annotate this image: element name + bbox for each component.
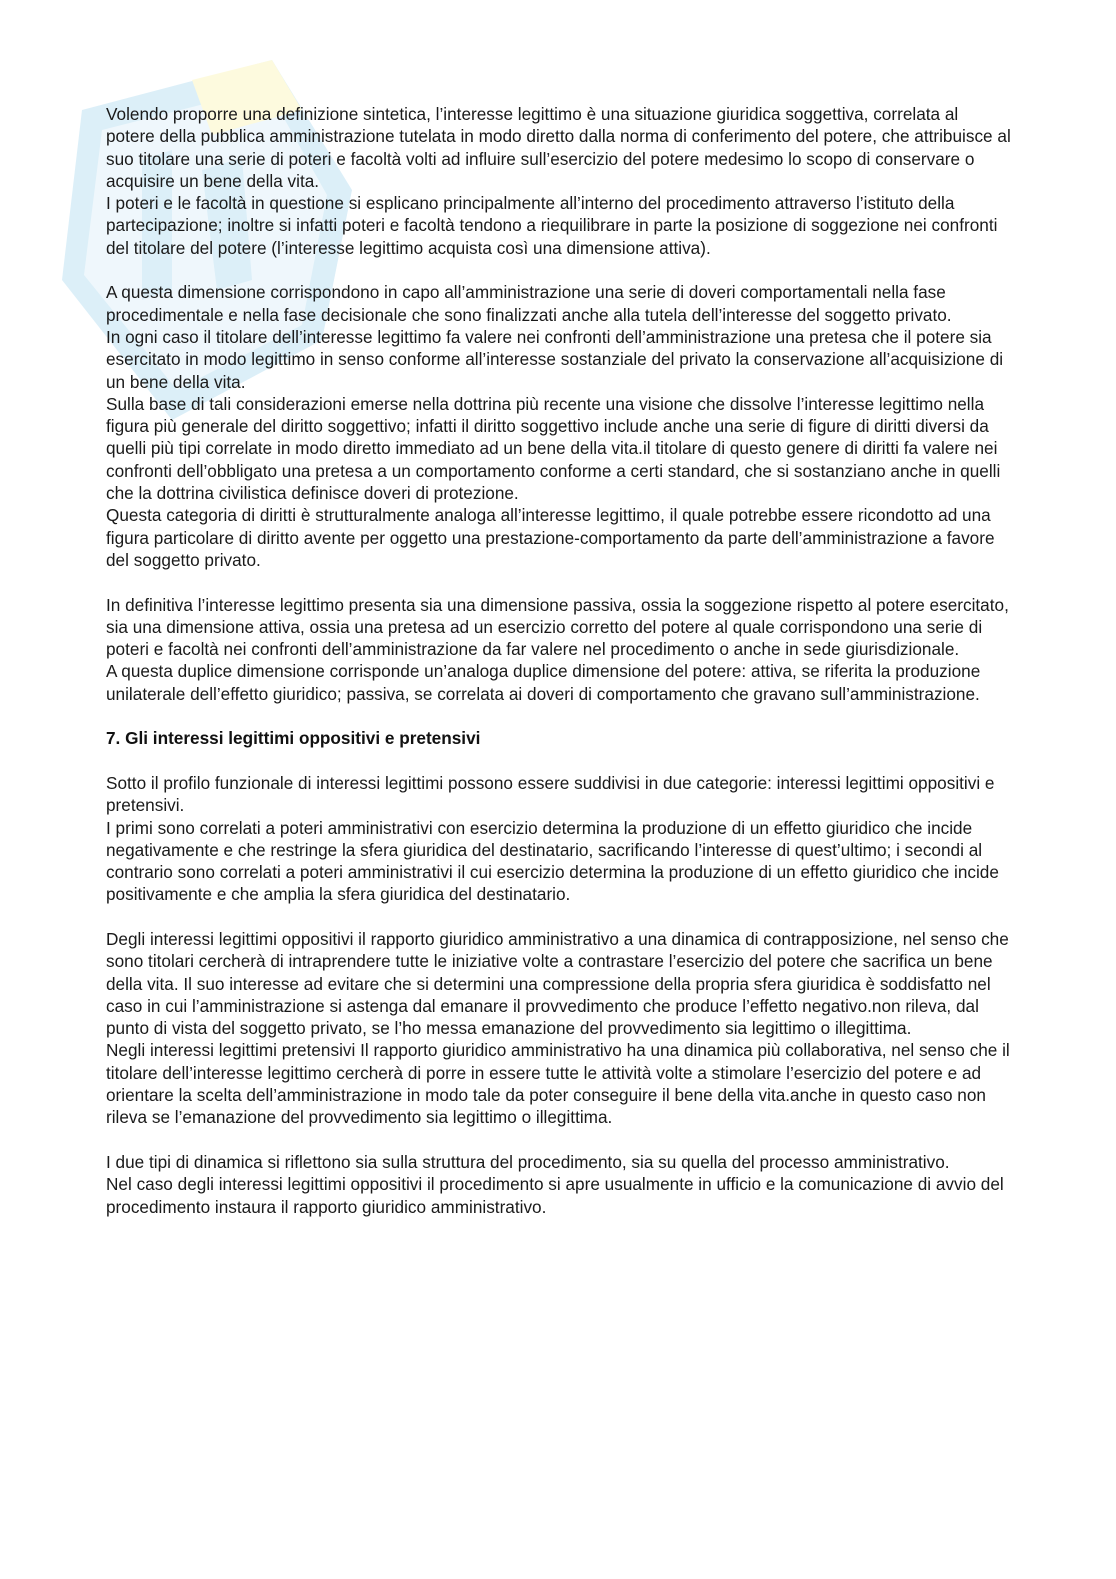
paragraph: I poteri e le facoltà in questione si esplicano principalmente all’interno del procedimento attraverso l’istituto della partecipazione; inoltre si infatti poteri e facoltà tendono a riequilibrare in parte la posizione di soggezione nei confronti del titolare del potere (l’interesse legittimo acquista così una dimensione attiva).	[106, 193, 998, 258]
paragraph: Nel caso degli interessi legittimi oppositivi il procedimento si apre usualmente in ufficio e la comunicazione di avvio del procedimento instaura il rapporto giuridico amministrativo.	[106, 1174, 1004, 1217]
section-paragraph-block-3	[106, 1151, 1011, 1218]
paragraph: I primi sono correlati a poteri amministrativi con esercizio determina la produzione di un effetto giuridico che incide negativamente e che restringe la sfera giuridica del destinatario, sacrificando l’interesse di quest’ultimo; i secondi al contrario sono correlati a poteri amministrativi il cui esercizio determina la produzione di un effetto giuridico che incide positivamente e che amplia la sfera giuridica del destinatario.	[106, 817, 999, 905]
paragraph: Volendo proporre una definizione sintetica, l’interesse legittimo è una situazione giuridica soggettiva, correlata al potere della pubblica amministrazione tutelata in modo diretto dalla norma di conferimento del potere, che attribuisce al suo titolare una serie di poteri e facoltà volti ad influire sull’esercizio del potere medesimo lo scopo di conservare o acquisire un bene della vita.	[106, 104, 1011, 191]
paragraph: A questa duplice dimensione corrisponde un’analoga duplice dimensione del potere: attiva, se riferita la produzione unilaterale dell’effetto giuridico; passiva, se correlata ai doveri di comportamento che gravano sull’amministrazione.	[106, 661, 981, 704]
paragraph: Sulla base di tali considerazioni emerse nella dottrina più recente una visione che dissolve l’interesse legittimo nella figura più generale del diritto soggettivo; infatti il diritto soggettivo include anche una serie di figure di diritti diversi da quelli più tipi correlate in modo diretto immediato ad un bene della vita.il titolare di questo genere di diritti fa valere nei confronti dell’obbligato una pretesa a un comportamento conforme a certi standard, che si sostanziano anche in quelli che la dottrina civilistica definisce doveri di protezione.	[106, 393, 1001, 504]
paragraph: Sotto il profilo funzionale di interessi legittimi possono essere suddivisi in due categorie: interessi legittimi oppositivi e pretensivi.	[106, 772, 995, 816]
paragraph-block-1	[106, 103, 1011, 259]
paragraph: In ogni caso il titolare dell’interesse legittimo fa valere nei confronti dell’amministrazione una pretesa che il potere sia esercitato in modo legittimo in senso conforme all’interesse sostanziale del privato la conservazione all’acquisizione di un bene della vita.	[106, 326, 1004, 392]
document-body	[106, 103, 1011, 1240]
paragraph: Questa categoria di diritti è strutturalmente analoga all’interesse legittimo, il quale potrebbe essere ricondotto ad una figura particolare di diritto avente per oggetto una prestazione-comportamento da parte dell’amministrazione a favore del soggetto privato.	[106, 505, 995, 570]
paragraph: In definitiva l’interesse legittimo presenta sia una dimensione passiva, ossia la soggezione rispetto al potere esercitato, sia una dimensione attiva, ossia una pretesa ad un esercizio corretto del potere al quale corrispondono una serie di poteri e facoltà nei confronti dell’amministrazione da far valere nel procedimento o anche in sede giurisdizionale.	[106, 594, 1009, 660]
section-paragraph-block-2	[106, 928, 1011, 1129]
paragraph: A questa dimensione corrispondono in capo all’amministrazione una serie di doveri comportamentali nella fase procedimentale e nella fase decisionale che sono finalizzati anche alla tutela dell’interesse del soggetto privato.	[106, 282, 952, 325]
paragraph-block-2	[106, 281, 1011, 571]
section-heading: 7. Gli interessi legittimi oppositivi e pretensivi	[106, 728, 481, 749]
paragraph: I due tipi di dinamica si riflettono sia sulla struttura del procedimento, sia su quella del processo amministrativo.	[106, 1151, 950, 1172]
paragraph: Negli interessi legittimi pretensivi Il rapporto giuridico amministrativo ha una dinamica più collaborativa, nel senso che il titolare dell’interesse legittimo cercherà di porre in essere tutte le attività volte a stimolare l’esercizio del potere e ad orientare la scelta dell’amministrazione in modo tale da poter conseguire il bene della vita.anche in questo caso non rileva se l’emanazione del provvedimento sia legittimo o illegittima.	[106, 1040, 1010, 1128]
section-paragraph-block-1	[106, 772, 1011, 906]
paragraph: Degli interessi legittimi oppositivi il rapporto giuridico amministrativo a una dinamica di contrapposizione, nel senso che sono titolari cercherà di intraprendere tutte le iniziative volte a contrastare l’esercizio del potere che sacrifica un bene della vita. Il suo interesse ad evitare che si determini una compressione della propria sfera giuridica è soddisfatto nel caso in cui l’amministrazione si astenga dal emanare il provvedimento che produce l’effetto negativo.non rileva, dal punto di vista del soggetto privato, se l’ho messa emanazione del provvedimento sia legittimo o illegittima.	[106, 928, 1009, 1039]
paragraph-block-3	[106, 594, 1011, 705]
